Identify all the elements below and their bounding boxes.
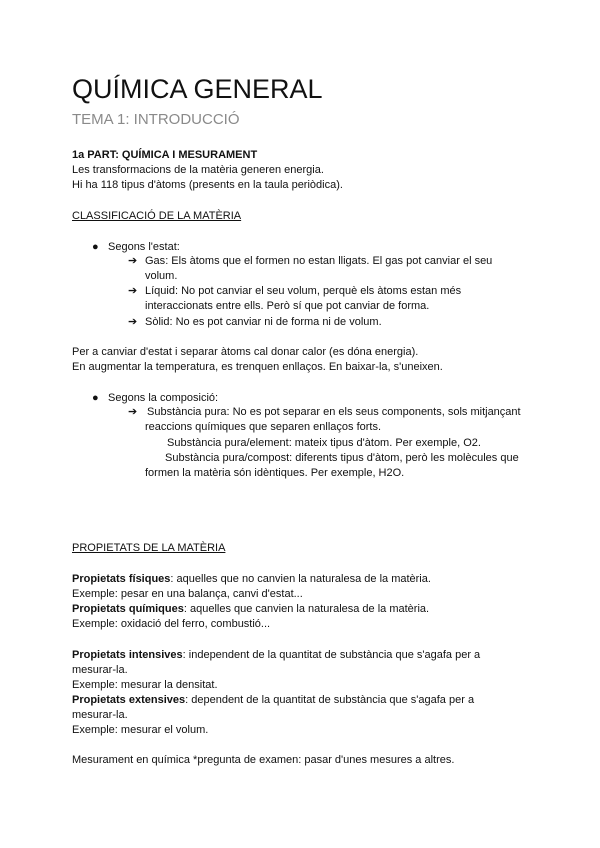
- property-example: Exemple: pesar en una balança, canvi d'estat...: [72, 588, 303, 600]
- state-term: Sòlid: [145, 316, 170, 328]
- state-item-liquid: [145, 284, 461, 314]
- properties-section: [72, 541, 225, 556]
- part1-line: Hi ha 118 tipus d'àtoms (presents en la taula periòdica).: [72, 179, 343, 191]
- paragraph-line: En augmentar la temperatura, es trenquen enllaços. En baixar-la, s'uneixen.: [72, 361, 443, 373]
- composition-desc-cont: reaccions químiques que separen enllaços forts.: [145, 421, 382, 433]
- part1-section: [72, 148, 343, 193]
- property-desc: : independent de la quantitat de substància que s'agafa per a: [182, 649, 481, 661]
- property-term: Propietats intensives: [72, 649, 183, 661]
- arrow-right-icon: ➔: [128, 285, 138, 297]
- state-term: Gas: [145, 255, 166, 267]
- part1-heading: 1a PART: QUÍMICA I MESURAMENT: [72, 149, 258, 161]
- classification-section: [72, 209, 241, 224]
- state-desc-cont: interaccionats entre ells. Però sí que pot canviar de forma.: [145, 300, 430, 312]
- property-desc: : aquelles que no canvien la naturalesa de la matèria.: [170, 573, 431, 585]
- state-change-paragraph: [72, 345, 443, 375]
- composition-item: [147, 405, 521, 420]
- property-desc-cont: mesurar-la.: [72, 709, 128, 721]
- properties-heading: PROPIETATS DE LA MATÈRIA: [72, 542, 226, 554]
- property-example: Exemple: mesurar el volum.: [72, 724, 209, 736]
- state-desc: : No es pot canviar ni de forma ni de volum.: [169, 316, 382, 328]
- composition-sub-compound: Substància pura/compost: diferents tipus d'àtom, però les molècules que: [165, 452, 519, 464]
- state-desc: : No pot canviar el seu volum, perquè els àtoms estan més: [174, 285, 462, 297]
- state-desc-cont: volum.: [145, 270, 178, 282]
- part1-line: Les transformacions de la matèria generen energia.: [72, 164, 324, 176]
- page-title: QUÍMICA GENERAL: [72, 74, 323, 104]
- composition-desc: : No es pot separar en els seus components, sols mitjançant: [226, 406, 521, 418]
- composition-bullet-label: Segons la composició:: [108, 392, 219, 404]
- composition-sub-compound-cont: formen la matèria són idèntiques. Per exemple, H2O.: [145, 467, 405, 479]
- property-term: Propietats químiques: [72, 603, 184, 615]
- state-term: Líquid: [145, 285, 175, 297]
- arrow-right-icon: ➔: [128, 316, 138, 328]
- property-term: Propietats extensives: [72, 694, 186, 706]
- properties-intensive-extensive: [72, 648, 480, 738]
- paragraph-line: Per a canviar d'estat i separar àtoms cal donar calor (es dóna energia).: [72, 346, 419, 358]
- classification-heading: CLASSIFICACIÓ DE LA MATÈRIA: [72, 210, 242, 222]
- bullet-dot-icon: ●: [92, 241, 99, 253]
- closing-line: Mesurament en química *pregunta de examen: pasar d'unes mesures a altres.: [72, 754, 455, 766]
- state-desc: : Els àtoms que el formen no estan lligats. El gas pot canviar el seu: [165, 255, 493, 267]
- bullet-dot-icon: ●: [92, 392, 99, 404]
- arrow-right-icon: ➔: [128, 406, 138, 418]
- property-desc: : dependent de la quantitat de substància que s'agafa per a: [185, 694, 475, 706]
- arrow-right-icon: ➔: [128, 255, 138, 267]
- property-term: Propietats físiques: [72, 573, 171, 585]
- properties-physical-chemical: [72, 572, 431, 632]
- property-desc-cont: mesurar-la.: [72, 664, 128, 676]
- page-subtitle: TEMA 1: INTRODUCCIÓ: [72, 111, 240, 128]
- composition-sub-element: Substància pura/element: mateix tipus d'àtom. Per exemple, O2.: [167, 437, 481, 449]
- property-example: Exemple: oxidació del ferro, combustió...: [72, 618, 271, 630]
- state-bullet-label: Segons l'estat:: [108, 241, 180, 253]
- composition-term: Substància pura: [147, 406, 227, 418]
- property-desc: : aquelles que canvien la naturalesa de la matèria.: [183, 603, 430, 615]
- property-example: Exemple: mesurar la densitat.: [72, 679, 218, 691]
- closing-note: [72, 753, 454, 768]
- state-item-gas: [145, 254, 492, 284]
- state-item-solid: [145, 315, 382, 330]
